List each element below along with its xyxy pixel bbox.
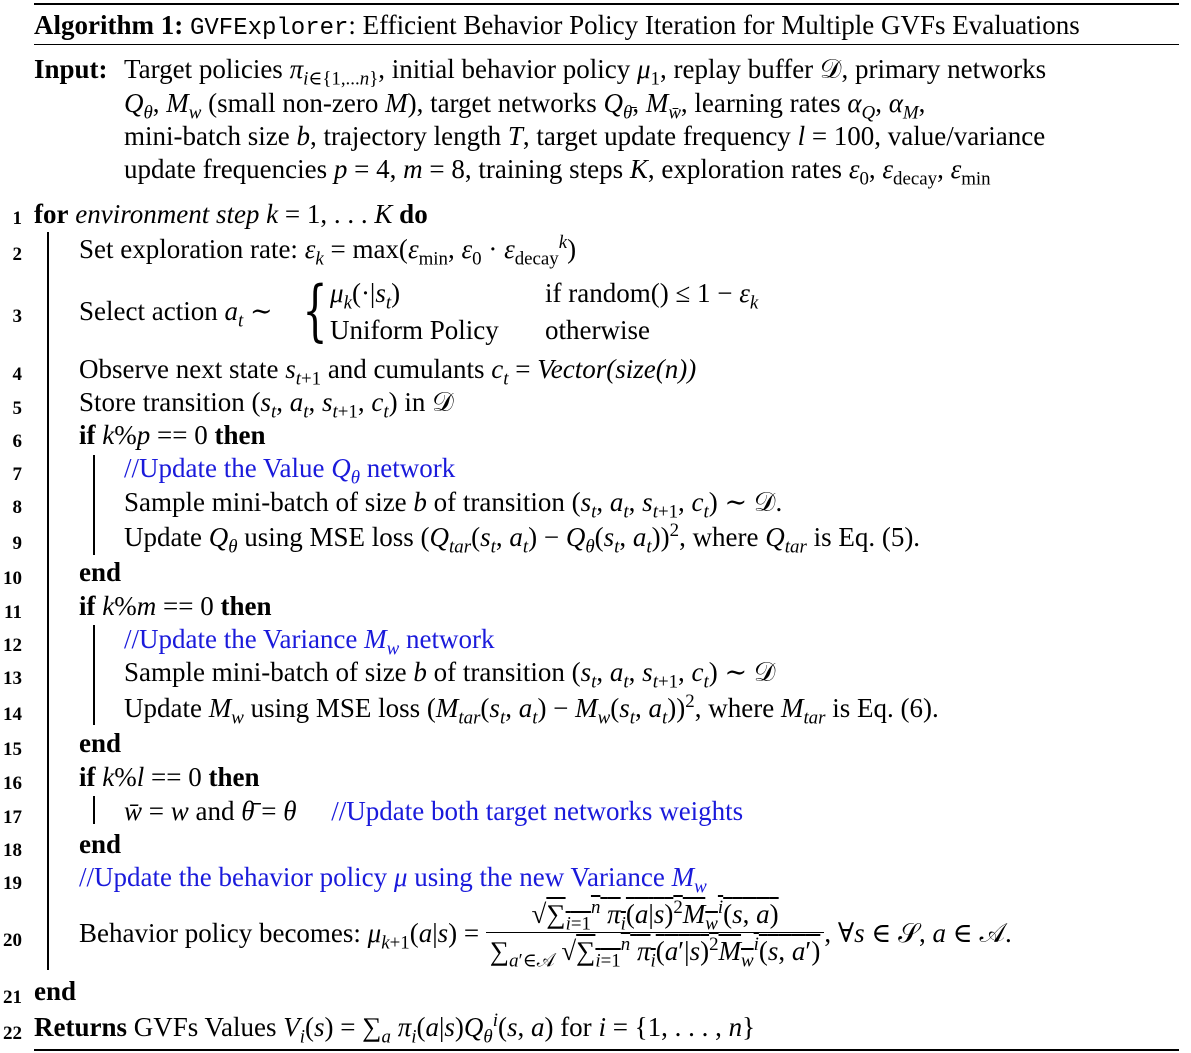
line-number: 2 [12,244,22,265]
line-number: 7 [12,464,22,485]
line-8: Sample mini-batch of size b of transition ($s_t$, $a_t$, $s_{t+1}$, $c_t$) ∼ 𝒟. [124,487,783,523]
for-block-bar [47,232,49,970]
line-12-comment: //Update the Variance $M_w$ network [124,624,495,660]
line-number: 6 [12,431,22,452]
line-number: 22 [3,1023,22,1044]
if-l-block-bar [93,796,95,824]
line-number: 10 [3,568,22,589]
line-21: end [34,976,77,1006]
top-rule [34,3,1179,5]
case-1-condition: if random() ≤ $1 - \varepsilon_k$ [545,278,759,314]
line-number: 12 [3,635,22,656]
line-18: end [79,829,122,859]
line-15: end [79,728,122,758]
bottom-rule [34,1049,1179,1051]
caption-text: : Efficient Behavior Policy Iteration for Multiple GVFs Evaluations [348,10,1080,40]
line-number: 14 [3,704,22,725]
line-number: 21 [3,987,22,1008]
line-11: if k%m == 0 then [79,591,272,621]
line-5: Store transition ($s_t$, $a_t$, $s_{t+1}$, $c_t$) in 𝒟 [79,387,454,423]
line-4: Observe next state $s_{t+1}$ and cumulants $c_t$ = Vector(size(n)) [79,354,697,390]
line-19-comment: //Update the behavior policy μ using the new Variance $M_w$ [79,862,707,898]
algorithm-name: GVFExplorer [189,15,349,42]
input-line-3: mini-batch size b, trajectory length T, target update frequency l = 100, value/variance [124,121,1046,151]
caption-label: Algorithm 1: [34,10,184,40]
line-number: 5 [12,398,22,419]
line-2: Set exploration rate: $\varepsilon_k = \max(\varepsilon_{min}$, $\varepsilon_0 \cdot \varepsilon_{decay}^k$) [79,232,577,270]
line-3: Select action $a_t$ ∼ [79,296,273,332]
algorithm-caption [34,8,1080,46]
line-number: 15 [3,739,22,760]
line-9: Update $Q_\theta$ using MSE loss ($Q_{tar}(s_t$, $a_t) - Q_\theta(s_t$, $a_t))^2$, where $Q_{tar}$ is Eq. (5). [124,520,921,558]
line-number: 17 [3,807,22,828]
line-7-comment: //Update the Value $Q_\theta$ network [124,453,456,489]
input-line-2: $Q_\theta$, $M_w$ (small non-zero M), target networks $Q_{\thetā}$, $M_{w̄}$, learning rates $\alpha_Q$, $\alpha_M$, [124,88,926,124]
line-10: end [79,557,122,587]
line-number: 4 [12,364,22,385]
input-line-1: Target policies $\pi_{i\in\{1,...n\}}$, initial behavior policy $\mu_1$, replay buffer 𝒟, primary networks [124,54,1047,90]
line-number: 16 [3,773,22,794]
line-number: 18 [3,840,22,861]
cases-brace: { [302,272,328,349]
line-13: Sample mini-batch of size b of transition ($s_t$, $a_t$, $s_{t+1}$, $c_t$) ∼ 𝒟 [124,657,776,693]
caption-rule [34,44,1179,45]
behavior-policy-fraction: $\frac{√\sum_{i=1}^n \pi_i(a|s)^2M_w^i(s, a)}{\sum_{a'\in 𝒜} √\sum_{i=1}^n \pi_i(a'|s)^2M_w^i(s, a')}$ [486,897,824,968]
line-22: Returns GVFs Values $V_i(s) = \sum_a$ $\pi_i(a|s)Q_\theta^i(s$, a) for i = {1, . . . , n} [34,1010,756,1048]
input-line-4: update frequencies p = 4, m = 8, training steps K, exploration rates $\varepsilon_0$, $\varepsilon_{decay}$, $\varepsilon_{min}$ [124,154,991,190]
line-number: 8 [12,497,22,518]
line-1: for environment step k = 1, . . . K do [34,199,428,229]
line-number: 1 [12,208,22,229]
line-number: 19 [3,873,22,894]
if-m-block-bar [93,625,95,725]
if-p-block-bar [93,455,95,555]
line-20: Behavior policy becomes: $\mu_{k+1}(a|s)$ = $\frac{√\sum_{i=1}^n \pi_i(a|s)^2M_w^i(s, a)}{\sum_{a'\in 𝒜} √\sum_{i=1}^n \pi_i(a'|s)^2M_w^i(s, a')}$ , ∀s ∈ 𝒮, a ∈ 𝒜. [79,897,1012,972]
line-17: w̄ = w and θ̄ = θ //Update both target networks weights [124,796,744,826]
case-2-condition: otherwise [545,315,650,345]
case-1: $\mu_k(\cdot|s_t)$ [330,278,401,314]
line-number: 13 [3,668,22,689]
line-16: if k%l == 0 then [79,762,260,792]
case-2: Uniform Policy [330,315,499,345]
line-number: 9 [12,533,22,554]
line-number: 11 [4,602,22,623]
input-label: Input: [34,54,108,84]
line-number: 3 [12,306,22,327]
line-14: Update $M_w$ using MSE loss ($M_{tar}(s_t$, $a_t) - M_w(s_t$, $a_t))^2$, where $M_{tar}$ is Eq. (6). [124,691,939,729]
line-number: 20 [3,930,22,951]
line-6: if k%p == 0 then [79,420,266,450]
